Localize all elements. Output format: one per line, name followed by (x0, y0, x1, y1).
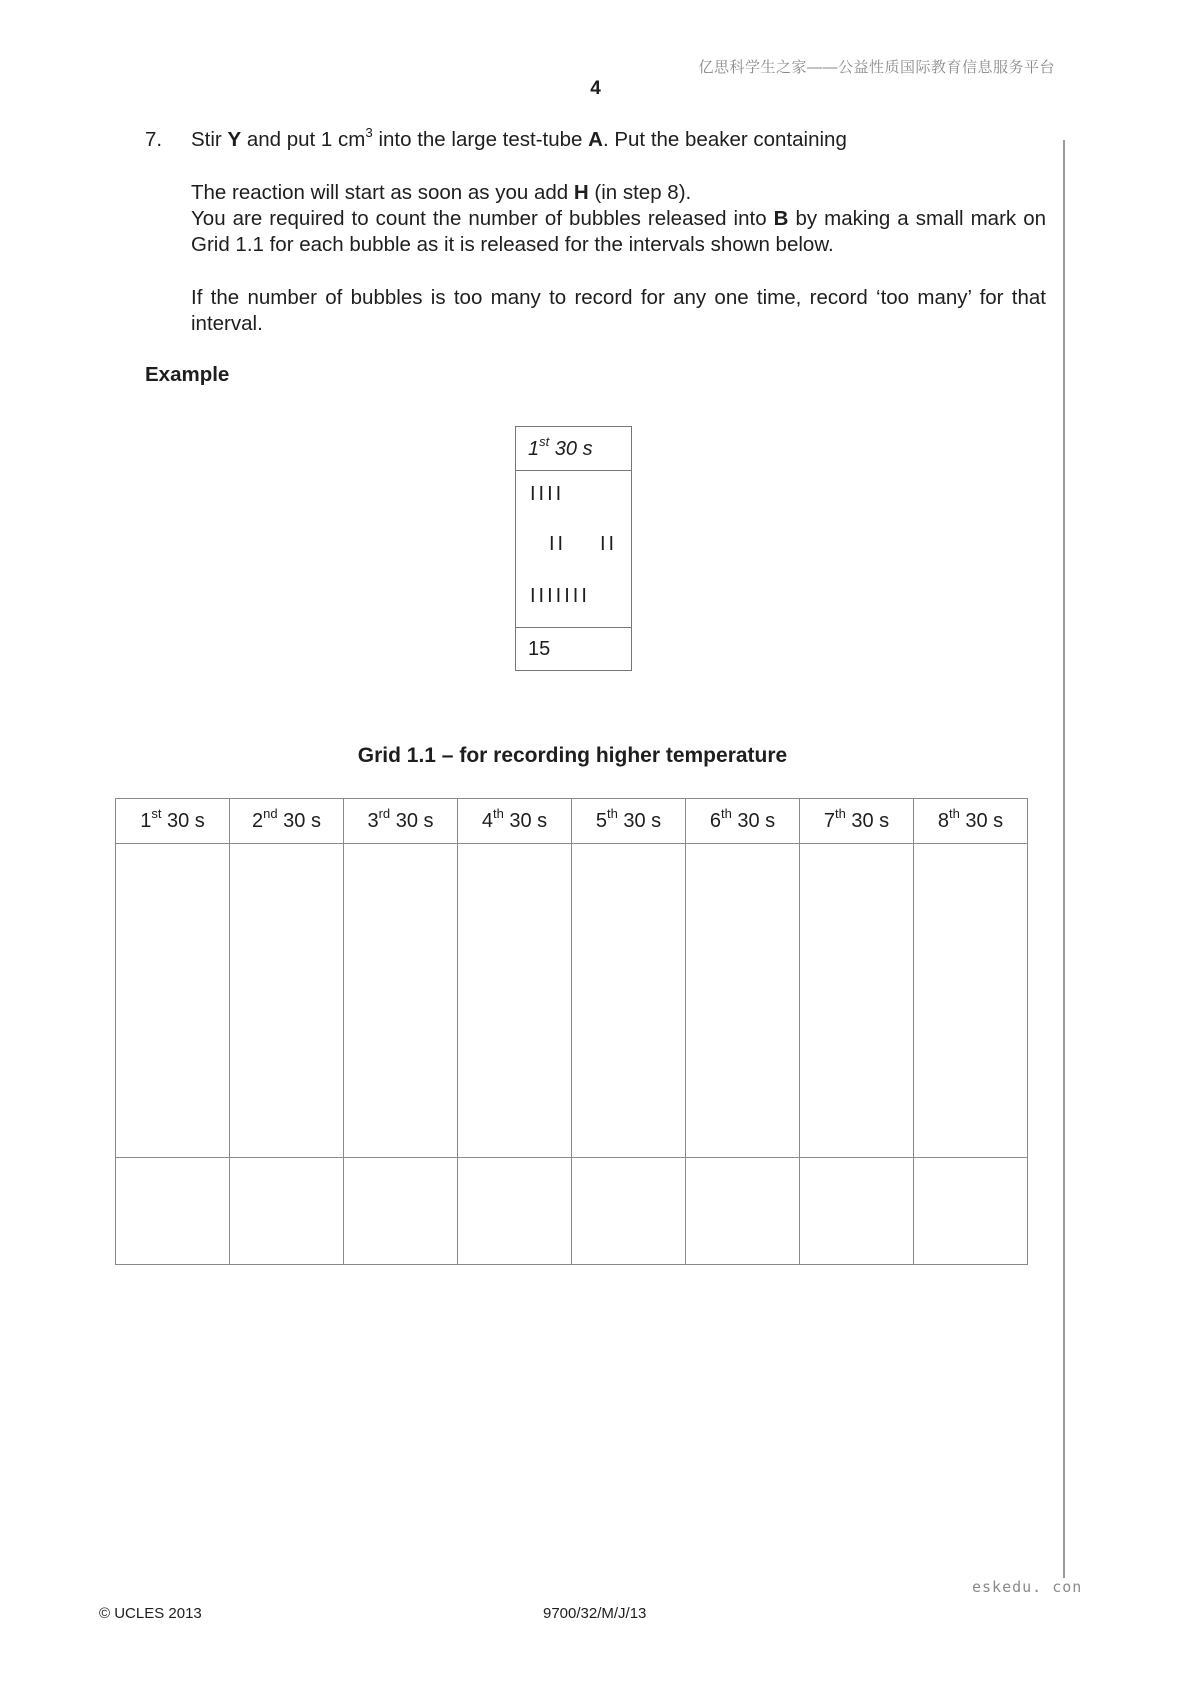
grid-tally-cell-4[interactable] (458, 844, 572, 1158)
grid-tally-cell-3[interactable] (344, 844, 458, 1158)
grid-total-cell-4[interactable] (458, 1158, 572, 1265)
grid-total-cell-5[interactable] (572, 1158, 686, 1265)
grid-total-row (116, 1158, 1028, 1265)
grid-tally-cell-6[interactable] (686, 844, 800, 1158)
footer-paper-code: 9700/32/M/J/13 (543, 1605, 647, 1622)
grid-tally-row (116, 844, 1028, 1158)
grid-total-cell-6[interactable] (686, 1158, 800, 1265)
grid-total-cell-1[interactable] (116, 1158, 230, 1265)
margin-line (1063, 140, 1065, 1578)
grid-total-cell-2[interactable] (230, 1158, 344, 1265)
grid-caption: Grid 1.1 – for recording higher temperature (357, 744, 788, 767)
example-heading: Example (145, 363, 230, 386)
header-watermark: 亿思科学生之家——公益性质国际教育信息服务平台 (698, 59, 1055, 76)
grid-tally-cell-1[interactable] (116, 844, 230, 1158)
tally-marks-row-1: IIII (530, 483, 565, 505)
grid-col-header-4: 4th 30 s (458, 799, 572, 844)
grid-total-cell-3[interactable] (344, 1158, 458, 1265)
example-table (515, 426, 632, 671)
grid-tally-cell-7[interactable] (800, 844, 914, 1158)
question-number: 7. (145, 128, 163, 151)
example-column-header: 1st 30 s (516, 427, 631, 471)
grid-col-header-1: 1st 30 s (116, 799, 230, 844)
grid-total-cell-7[interactable] (800, 1158, 914, 1265)
grid-tally-cell-5[interactable] (572, 844, 686, 1158)
grid-col-header-6: 6th 30 s (686, 799, 800, 844)
grid-header-row (116, 799, 1028, 844)
question-paragraph-2: The reaction will start as soon as you add H (in step 8). You are required to count the number of bubbles released into B by making a small mark on Grid 1.1 for each bubble as it is released for the intervals shown below. (191, 181, 1046, 256)
tally-marks-row-3: IIIIIII (530, 585, 590, 607)
grid-1-1 (115, 798, 1028, 1265)
grid-tally-cell-8[interactable] (914, 844, 1028, 1158)
tally-marks-row-2b: II (600, 533, 618, 555)
grid-col-header-5: 5th 30 s (572, 799, 686, 844)
footer-watermark: eskedu. con (972, 1578, 1083, 1596)
example-tally-cell (516, 471, 631, 628)
example-total: 15 (528, 638, 551, 660)
tally-marks-row-2a: II (549, 533, 567, 555)
footer-copyright: © UCLES 2013 (99, 1605, 202, 1622)
grid-col-header-8: 8th 30 s (914, 799, 1028, 844)
grid-col-header-2: 2nd 30 s (230, 799, 344, 844)
grid-col-header-7: 7th 30 s (800, 799, 914, 844)
grid-col-header-3: 3rd 30 s (344, 799, 458, 844)
grid-tally-cell-2[interactable] (230, 844, 344, 1158)
page-number: 4 (590, 78, 601, 99)
question-line-1: Stir Y and put 1 $cm^3$ into the large test-tube A. Put the beaker containing (191, 124, 847, 151)
question-paragraph-3: If the number of bubbles is too many to record for any one time, record ‘too many’ for that interval. (191, 286, 1046, 335)
grid-total-cell-8[interactable] (914, 1158, 1028, 1265)
